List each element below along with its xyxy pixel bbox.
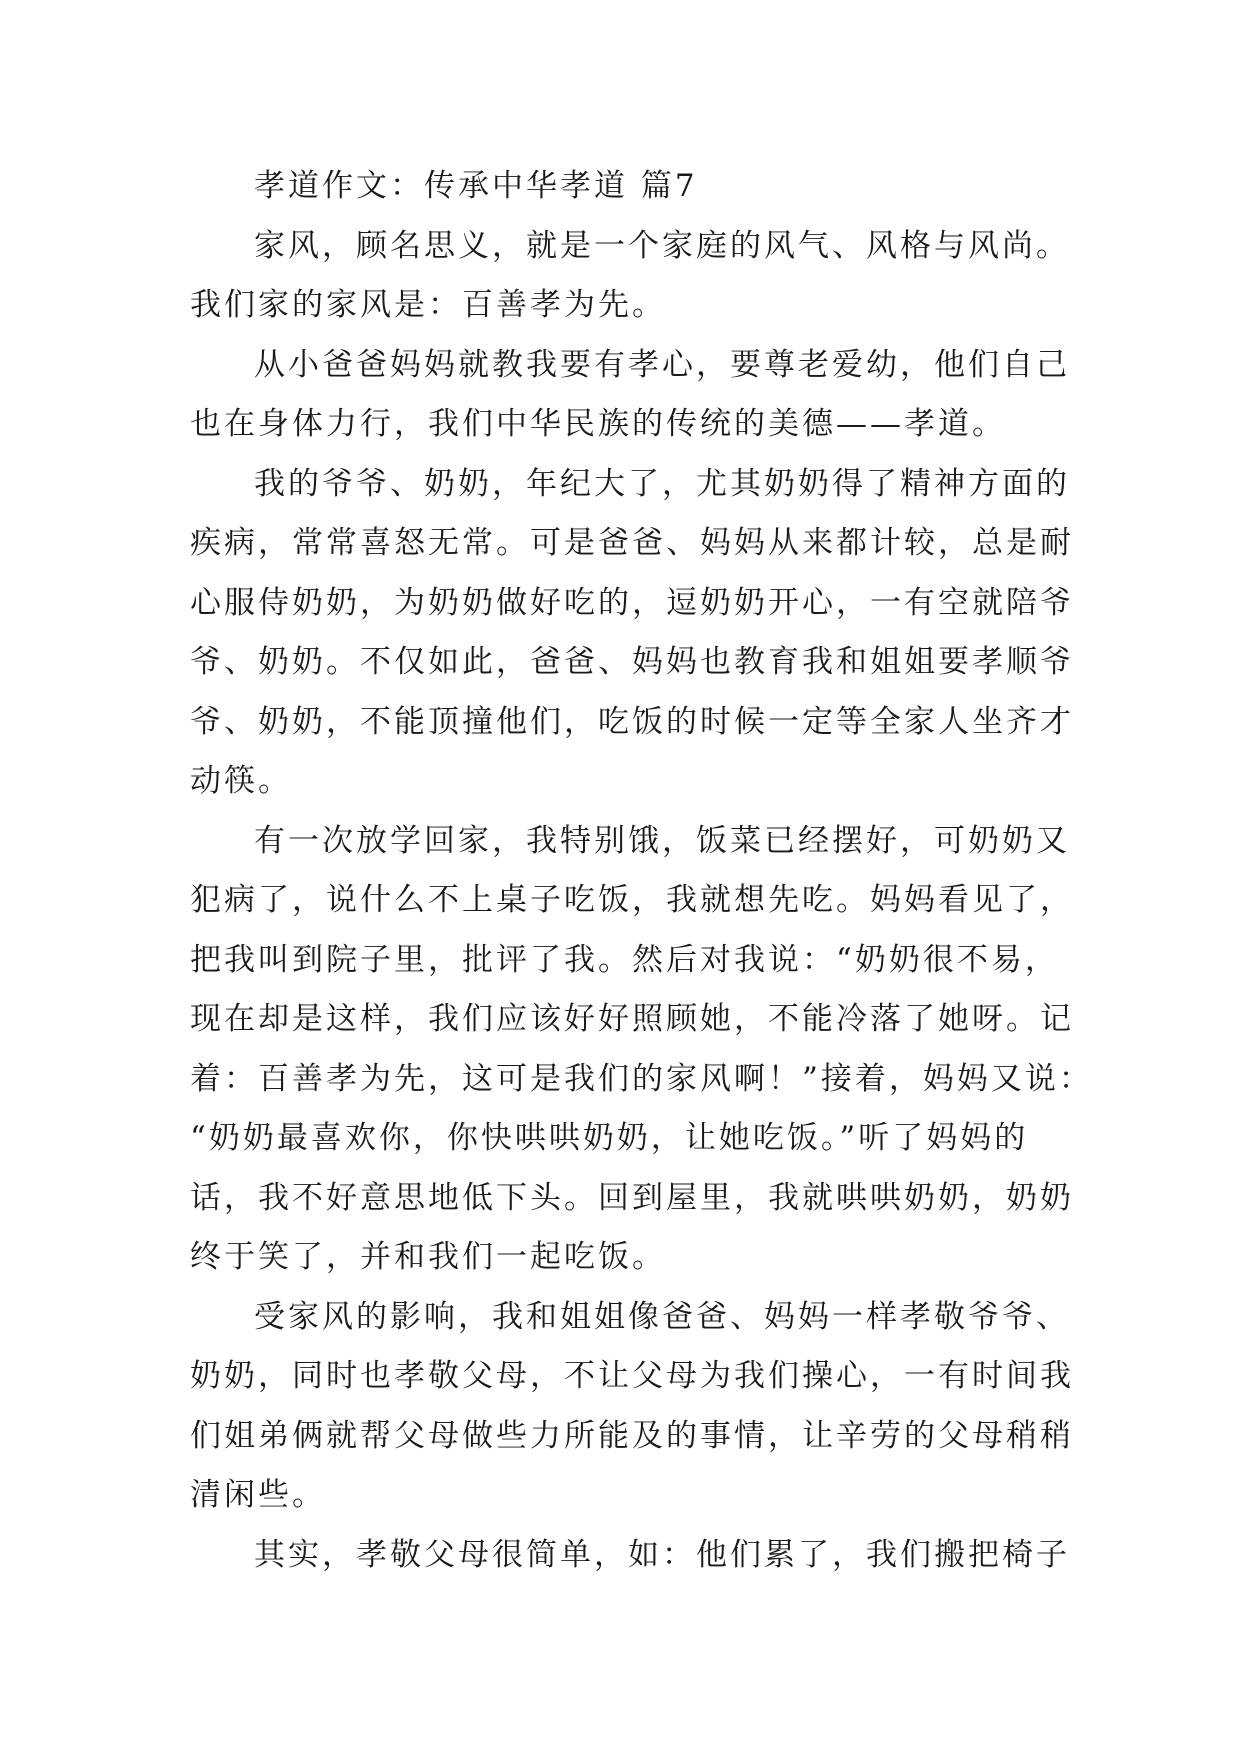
paragraph-line: 清闲些。 bbox=[190, 1477, 326, 1513]
paragraph-line: 我们家的家风是：百善孝为先。 bbox=[190, 287, 666, 323]
paragraph-line: 疾病，常常喜怒无常。可是爸爸、妈妈从来都计较，总是耐 bbox=[190, 525, 1074, 561]
paragraph-line: 爷、奶奶，不能顶撞他们，吃饭的时候一定等全家人坐齐才 bbox=[190, 704, 1074, 740]
paragraph-line: “奶奶最喜欢你，你快哄哄奶奶，让她吃饭。”听了妈妈的 bbox=[190, 1120, 1029, 1156]
paragraph-line: 受家风的影响，我和姐姐像爸爸、妈妈一样孝敬爷爷、 bbox=[254, 1299, 1070, 1335]
paragraph-line: 话，我不好意思地低下头。回到屋里，我就哄哄奶奶，奶奶 bbox=[190, 1180, 1074, 1216]
paragraph-line: 其实，孝敬父母很简单，如：他们累了，我们搬把椅子 bbox=[254, 1537, 1070, 1573]
paragraph-line: 犯病了，说什么不上桌子吃饭，我就想先吃。妈妈看见了， bbox=[190, 882, 1074, 918]
paragraph-line: 终于笑了，并和我们一起吃饭。 bbox=[190, 1239, 666, 1275]
paragraph-line: 有一次放学回家，我特别饿，饭菜已经摆好，可奶奶又 bbox=[254, 823, 1070, 859]
paragraph-line: 们姐弟俩就帮父母做些力所能及的事情，让辛劳的父母稍稍 bbox=[190, 1418, 1074, 1454]
paragraph-line: 奶奶，同时也孝敬父母，不让父母为我们操心，一有时间我 bbox=[190, 1358, 1074, 1394]
paragraph-line: 现在却是这样，我们应该好好照顾她，不能冷落了她呀。记 bbox=[190, 1001, 1074, 1037]
document-title: 孝道作文：传承中华孝道 篇7 bbox=[254, 168, 698, 204]
paragraph-line: 着：百善孝为先，这可是我们的家风啊！”接着，妈妈又说： bbox=[190, 1061, 1093, 1097]
paragraph-line: 家风，顾名思义，就是一个家庭的风气、风格与风尚。 bbox=[254, 228, 1070, 264]
paragraph-line: 从小爸爸妈妈就教我要有孝心，要尊老爱幼，他们自己 bbox=[254, 347, 1070, 383]
paragraph-line: 也在身体力行，我们中华民族的传统的美德——孝道。 bbox=[190, 406, 1006, 442]
paragraph-line: 把我叫到院子里，批评了我。然后对我说：“奶奶很不易， bbox=[190, 942, 1059, 978]
paragraph-line: 动筷。 bbox=[190, 763, 292, 799]
paragraph-line: 爷、奶奶。不仅如此，爸爸、妈妈也教育我和姐姐要孝顺爷 bbox=[190, 644, 1074, 680]
paragraph-line: 我的爷爷、奶奶，年纪大了，尤其奶奶得了精神方面的 bbox=[254, 466, 1070, 502]
paragraph-line: 心服侍奶奶，为奶奶做好吃的，逗奶奶开心，一有空就陪爷 bbox=[190, 585, 1074, 621]
